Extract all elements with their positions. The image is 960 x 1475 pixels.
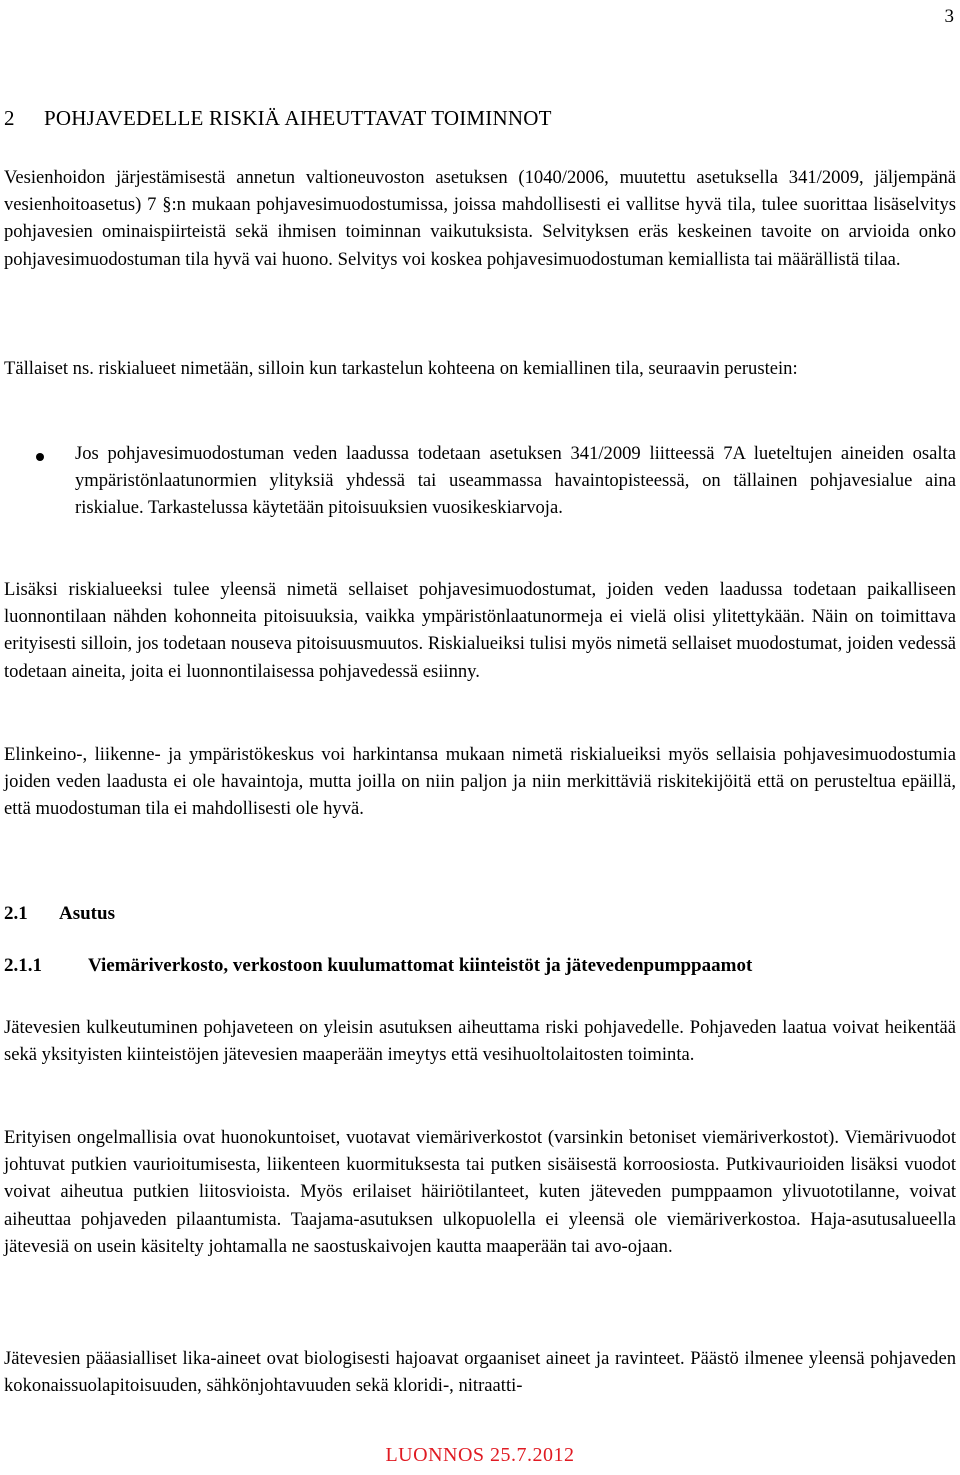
paragraph-additional-risk: Lisäksi riskialueeksi tulee yleensä nimetä sellaiset pohjavesimuodostumat, joiden veden laadussa todetaan paikalliseen luonnontilaan nähden kohonneita pitoisuuksia, vaikka ympäristönlaatunormeja ei vielä olisi ylitettykään. Näin on toimittava erityisesti silloin, jos todetaan nouseva pitoisuusmuutos. Riskialueiksi tulisi myös nimetä sellaiset muodostumat, joiden vedessä todetaan aineita, joita ei luonnontilaisessa pohjavedessä esiinny. — [4, 579, 956, 682]
paragraph-criteria-intro: Tällaiset ns. riskialueet nimetään, silloin kun tarkastelun kohteena on kemiallinen tila, seuraavin perustein: — [4, 358, 798, 379]
subsection-title: Asutus — [59, 903, 115, 924]
subsection-number: 2.1 — [4, 903, 28, 924]
paragraph-ely-center: Elinkeino-, liikenne- ja ympäristökeskus voi harkintansa mukaan nimetä riskialueiksi myös sellaisia pohjavesimuodostumia joiden veden laadusta ei ole havaintoja, mutta joilla on niin paljon ja niin merkittäviä riskitekijöitä että on perusteltua epäillä, että muodostuman tila ei mahdollisesti ole hyvä. — [4, 744, 956, 820]
section-title: POHJAVEDELLE RISKIÄ AIHEUTTAVAT TOIMINNOT — [44, 106, 552, 130]
bullet-text: Jos pohjavesimuodostuman veden laadussa todetaan asetuksen 341/2009 liitteessä 7A lueteltujen aineiden osalta ympäristönlaatunormien ylityksiä yhdessä tai useammassa havaintopisteessä, on tällainen pohjavesialue aina riskialue. Tarkastelussa käytetään pitoisuuksien vuosikeskiarvoja. — [75, 443, 956, 519]
section-number: 2 — [4, 106, 15, 130]
subsection-heading-2-1-1 — [4, 955, 752, 977]
bullet-icon — [36, 453, 44, 461]
draft-stamp: LUONNOS 25.7.2012 — [385, 1444, 575, 1466]
page-number: 3 — [944, 6, 954, 27]
paragraph-pollutants: Jätevesien pääasialliset lika-aineet ovat biologisesti hajoavat orgaaniset aineet ja ravinteet. Päästö ilmenee yleensä pohjaveden kokonaissuolapitoisuuden, sähkönjohtavuuden sekä kloridi-, nitraatti- — [4, 1348, 956, 1397]
paragraph-sewer-network: Erityisen ongelmallisia ovat huonokuntoiset, vuotavat viemäriverkostot (varsinkin betoniset viemäriverkostot). Viemärivuodot johtuvat putkien vaurioitumisesta, liikenteen kuormituksesta tai putken sisäisestä korroosiosta. Putkivaurioiden lisäksi vuodot voivat aiheutua putkien liitosvioista. Myös erilaiset häiriötilanteet, kuten jäteveden pumppaamon ylivuototilanne, voivat aiheuttaa pohjaveden pilaantumista. Taajama-asutuksen ulkopuolella ei yleensä ole viemäriverkostoa. Haja-asutusalueella jätevesiä on usein käsitelty johtamalla ne saostuskaivojen kautta maaperään tai avo-ojaan. — [4, 1127, 956, 1257]
paragraph-intro: Vesienhoidon järjestämisestä annetun valtioneuvoston asetuksen (1040/2006, muutettu asetuksella 341/2009, jäljempänä vesienhoitoasetus) 7 §:n mukaan pohjavesimuodostumissa, joissa mahdollisesti ei vallitse hyvä tila, tulee suorittaa lisäselvitys pohjavesien ominaispiirteistä sekä ihmisen toiminnan vaikutuksista. Selvityksen eräs keskeinen tavoite on arvioida onko pohjavesimuodostuman tila hyvä vai huono. Selvitys voi koskea pohjavesimuodostuman kemiallista tai määrällistä tilaa. — [4, 167, 956, 270]
subsection-heading-2-1 — [4, 903, 115, 925]
subsubsection-number: 2.1.1 — [4, 955, 42, 976]
paragraph-wastewater: Jätevesien kulkeutuminen pohjaveteen on yleisin asutuksen aiheuttama riski pohjavedelle. Pohjaveden laatua voivat heikentää sekä yksityisten kiinteistöjen jätevesien maaperään imeytys että vesihuoltolaitosten toiminta. — [4, 1017, 956, 1066]
subsubsection-title: Viemäriverkosto, verkostoon kuulumattomat kiinteistöt ja jätevedenpumppaamot — [88, 955, 753, 976]
section-heading-2 — [4, 106, 552, 131]
